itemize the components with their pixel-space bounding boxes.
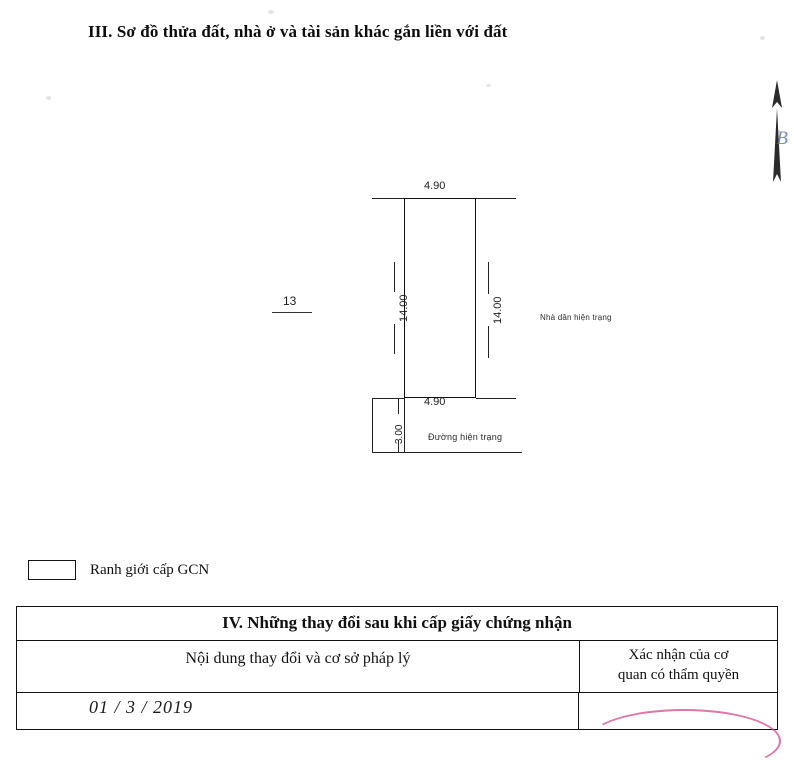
section-iv-table <box>16 606 778 730</box>
dimension-top: 4.90 <box>424 180 446 192</box>
dimension-bottom: 4.90 <box>424 396 446 408</box>
parcel-number: 13 <box>283 294 297 308</box>
authority-confirm-cell[interactable] <box>579 693 777 729</box>
boundary-swatch-icon <box>28 560 76 580</box>
parcel-boundary <box>404 198 476 398</box>
authority-header-line1: Xác nhận của cơ <box>628 647 729 663</box>
note-neighbour-house: Nhà dân hiện trạng <box>540 313 612 322</box>
column-header-authority <box>580 641 777 692</box>
legend-label: Ranh giới cấp GCN <box>90 561 210 578</box>
left-dimension-line <box>394 262 395 292</box>
stamp-arc-icon <box>587 709 781 773</box>
authority-header-line2: quan có thẩm quyền <box>617 667 740 684</box>
column-header-changes: Nội dung thay đổi và cơ sở pháp lý <box>17 641 580 692</box>
legend <box>28 560 209 580</box>
bottom-extension-line-left <box>372 398 404 399</box>
road-line-bottom <box>372 452 522 453</box>
note-existing-road: Đường hiện trạng <box>428 432 503 442</box>
change-entry-cell[interactable] <box>17 693 579 729</box>
north-label: B <box>776 128 788 149</box>
right-dimension-line <box>488 262 489 294</box>
handwritten-date: 01 / 3 / 2019 <box>89 696 194 717</box>
top-extension-line-left <box>372 198 404 199</box>
road-dimension-line-left <box>398 398 399 414</box>
dimension-road-depth: 3.00 <box>394 424 405 444</box>
dimension-right: 14.00 <box>492 296 504 324</box>
dimension-left: 14.00 <box>398 294 410 322</box>
table-header-row <box>17 641 777 693</box>
bottom-extension-line-right <box>476 398 516 399</box>
parcel-number-underline <box>272 312 312 313</box>
table-row <box>17 693 777 729</box>
table-title-row <box>17 607 777 641</box>
section-iv-title: IV. Những thay đổi sau khi cấp giấy chứng nhận <box>222 613 572 632</box>
top-extension-line-right <box>476 198 516 199</box>
right-dimension-line <box>488 326 489 358</box>
section-iii-heading: III. Sơ đồ thửa đất, nhà ở và tài sản khác gắn liền với đất <box>88 22 508 41</box>
road-edge-line <box>372 398 373 452</box>
left-dimension-line <box>394 324 395 354</box>
